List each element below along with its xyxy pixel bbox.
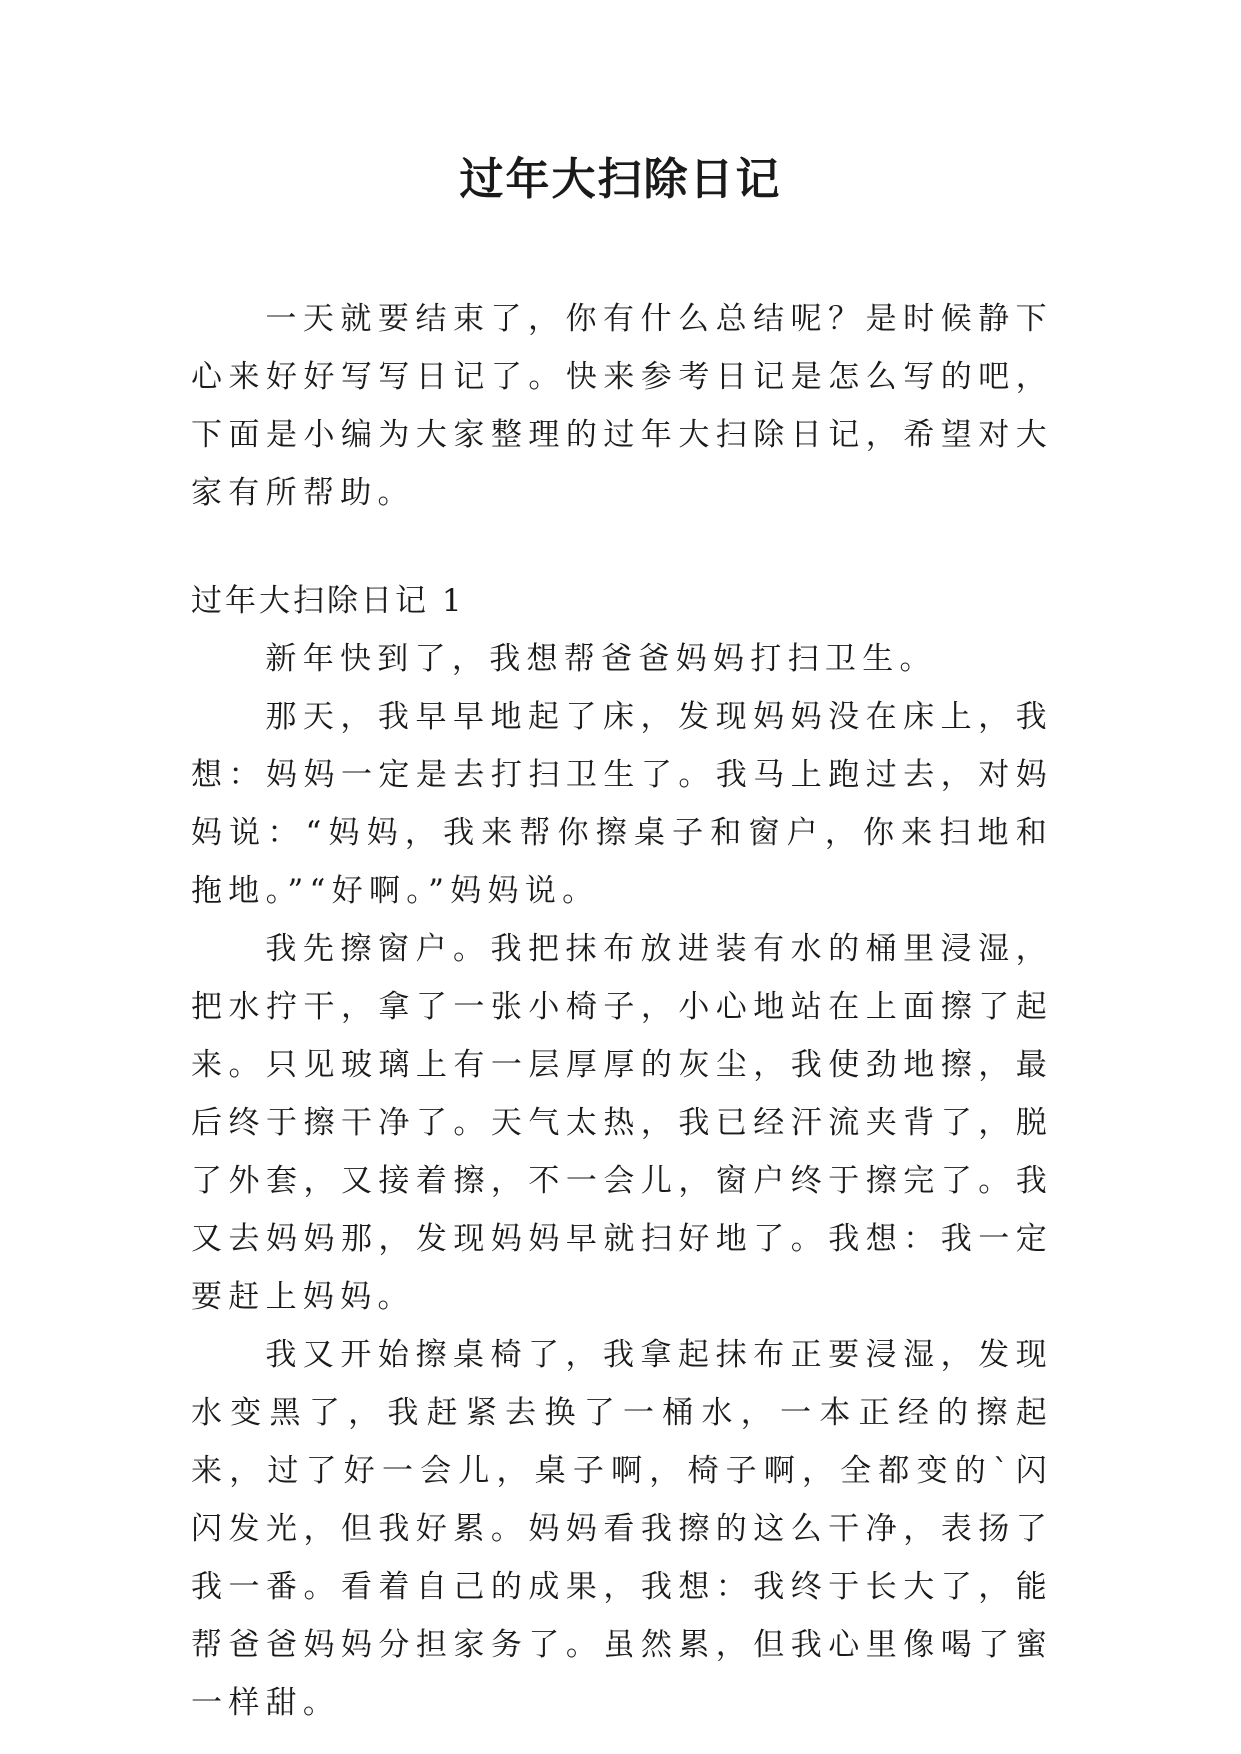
body-paragraph: 我先擦窗户。我把抹布放进装有水的桶里浸湿，把水拧干，拿了一张小椅子，小心地站在上面擦了起来。只见玻璃上有一层厚厚的灰尘，我使劲地擦，最后终于擦干净了。天气太热，我已经汗流夹背了，脱了外套，又接着擦，不一会儿，窗户终于擦完了。我又去妈妈那，发现妈妈早就扫好地了。我想：我一定要赶上妈妈。 [191, 931, 1053, 1315]
section-heading: 过年大扫除日记 1 [191, 583, 465, 619]
body-paragraph: 那天，我早早地起了床，发现妈妈没在床上，我想：妈妈一定是去打扫卫生了。我马上跑过去，对妈妈说：“妈妈，我来帮你擦桌子和窗户，你来扫地和拖地。”“好啊。”妈妈说。 [191, 699, 1053, 909]
body-paragraph: 我又开始擦桌椅了，我拿起抹布正要浸湿，发现水变黑了，我赶紧去换了一桶水，一本正经的擦起来，过了好一会儿，桌子啊，椅子啊，全都变的`闪闪发光，但我好累。妈妈看我擦的这么干净，表扬了我一番。看着自己的成果，我想：我终于长大了，能帮爸爸妈妈分担家务了。虽然累，但我心里像喝了蜜一样甜。 [191, 1337, 1053, 1721]
intro-paragraph: 一天就要结束了，你有什么总结呢？是时候静下心来好好写写日记了。快来参考日记是怎么写的吧，下面是小编为大家整理的过年大扫除日记，希望对大家有所帮助。 [191, 301, 1053, 511]
body-paragraph: 新年快到了，我想帮爸爸妈妈打扫卫生。 [265, 641, 937, 677]
document-body [191, 290, 1053, 1732]
document-title: 过年大扫除日记 [459, 154, 782, 205]
